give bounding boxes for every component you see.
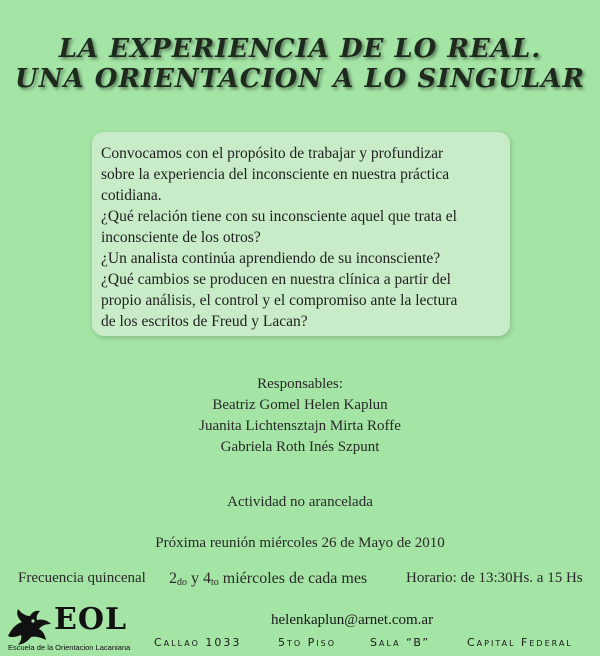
eagle-icon <box>6 606 52 646</box>
intro-line: ¿Un analista continúa aprendiendo de su inconsciente? <box>101 250 441 267</box>
responsables-line: Juanita Lichtensztajn Mirta Roffe <box>199 418 401 434</box>
title-line-1: LA EXPERIENCIA DE LO REAL. <box>58 34 542 64</box>
intro-line: ¿Qué cambios se producen en nuestra clínica a partir del <box>101 271 451 288</box>
logo-name: EOL <box>54 602 128 637</box>
day-2-suffix: to <box>211 577 219 588</box>
frequency-days <box>169 570 367 588</box>
responsables-line: Beatriz Gomel Helen Kaplun <box>212 397 388 413</box>
intro-line: sobre la experiencia del inconsciente en nuestra práctica <box>101 166 450 183</box>
intro-line: de los escritos de Freud y Lacan? <box>101 313 308 330</box>
responsables-heading: Responsables: <box>257 376 343 392</box>
responsables-line: Gabriela Roth Inés Szpunt <box>220 439 380 455</box>
day-1: 2 <box>169 570 177 587</box>
intro-line: inconsciente de los otros? <box>101 229 261 246</box>
day-joiner: y <box>187 570 203 587</box>
intro-line: Convocamos con el propósito de trabajar y profundizar <box>101 145 444 162</box>
day-1-suffix: do <box>177 577 187 588</box>
frequency-label: Frecuencia quincenal <box>18 570 146 586</box>
activity-fee-note: Actividad no arancelada <box>227 494 373 510</box>
intro-line: cotidiana. <box>101 187 162 204</box>
next-meeting: Próxima reunión miércoles 26 de Mayo de 2010 <box>155 535 445 551</box>
days-rest: miércoles de cada mes <box>218 570 368 587</box>
responsables-section <box>0 374 600 458</box>
intro-text <box>101 143 511 332</box>
intro-line: ¿Qué relación tiene con su inconsciente aquel que trata el <box>101 208 457 225</box>
address-street: Callao 1033 <box>154 636 242 649</box>
contact-email[interactable]: helenkaplun@arnet.com.ar <box>271 612 434 628</box>
eol-logo <box>6 602 156 654</box>
title-line-2: UNA ORIENTACION A LO SINGULAR <box>15 64 585 94</box>
address-room: Sala “B” <box>370 636 431 649</box>
logo-subtitle: Escuela de la Orientacion Lacaniana <box>8 643 131 652</box>
intro-line: propio análisis, el control y el compromiso ante la lectura <box>101 292 458 309</box>
address-floor: 5to Piso <box>278 636 337 649</box>
address-city: Capital Federal <box>467 636 573 649</box>
schedule-hours: Horario: de 13:30Hs. a 15 Hs <box>406 570 583 586</box>
day-2: 4 <box>203 570 211 587</box>
